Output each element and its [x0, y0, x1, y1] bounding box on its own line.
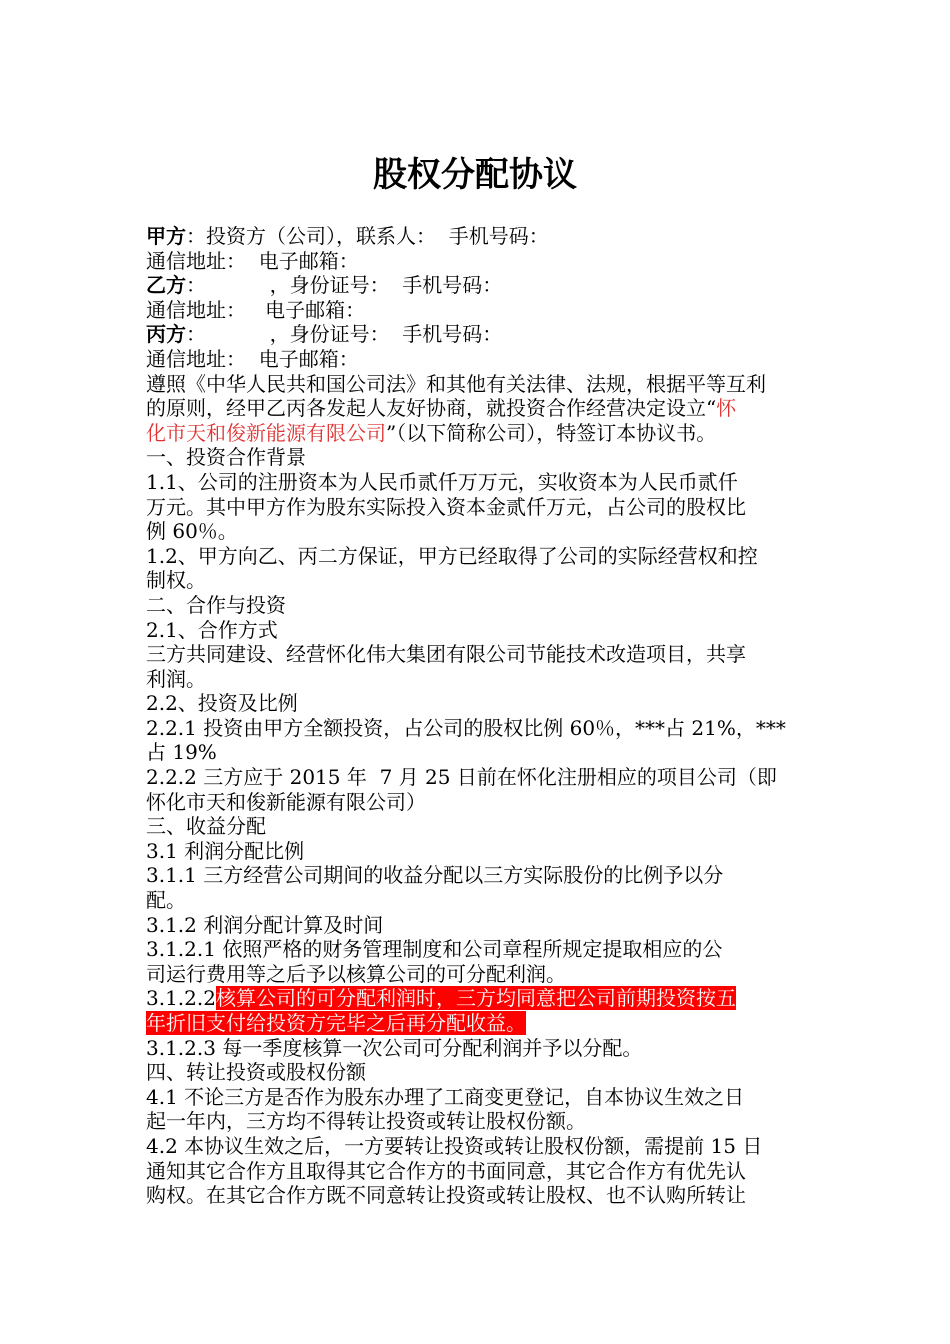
clause-line: 司运行费用等之后予以核算公司的可分配利润。 — [146, 961, 566, 986]
party-b-contact: 通信地址： 电子邮箱： — [146, 297, 366, 322]
party-c-info: ： ，身份证号： 手机号码： — [186, 322, 503, 347]
intro-text-end: ”（以下简称公司），特签订本协议书。 — [386, 420, 717, 445]
clause-line: 起一年内，三方均不得转让投资或转让股权份额。 — [146, 1109, 586, 1134]
section-heading: 三、收益分配 — [146, 814, 266, 839]
clause-line: 利润。 — [146, 666, 206, 691]
subsection-heading: 2.1、合作方式 — [146, 617, 278, 642]
clause-line: 例 60％。 — [146, 519, 238, 544]
agreement-body — [146, 224, 810, 1208]
party-b-label: 乙方 — [146, 273, 186, 298]
clause-line: 三方共同建设、经营怀化伟大集团有限公司节能技术改造项目，共享 — [146, 642, 746, 667]
clause-line: 配。 — [146, 888, 186, 913]
party-c-contact: 通信地址： 电子邮箱： — [146, 346, 359, 371]
clause-line: 2.2.2 三方应于 2015 年 7 月 25 日前在怀化注册相应的项目公司（即 — [146, 765, 777, 790]
company-name: 化市天和俊新能源有限公司 — [146, 420, 386, 445]
company-name-part: 怀 — [716, 396, 737, 421]
intro-line-1: 遵照《中华人民共和国公司法》和其他有关法律、法规，根据平等互利 — [146, 371, 766, 396]
highlighted-text: 年折旧支付给投资方完毕之后再分配收益。 — [146, 1011, 526, 1035]
party-a-info: ：投资方（公司），联系人： 手机号码： — [186, 224, 549, 248]
section-heading: 二、合作与投资 — [146, 592, 286, 617]
subsection-heading: 2.2、投资及比例 — [146, 691, 298, 716]
party-b-info: ： ，身份证号： 手机号码： — [186, 273, 503, 298]
highlighted-text: 核算公司的可分配利润时，三方均同意把公司前期投资按五 — [215, 986, 736, 1011]
party-a-label: 甲方 — [146, 224, 186, 248]
clause-line: 2.2.1 投资由甲方全额投资，占公司的股权比例 60％，***占 21%，*** — [146, 715, 786, 740]
clause-line: 4.2 本协议生效之后，一方要转让投资或转让股权份额，需提前 15 日 — [146, 1133, 763, 1158]
clause-line: 3.1.2.1 依照严格的财务管理制度和公司章程所规定提取相应的公 — [146, 937, 723, 962]
party-a-contact: 通信地址： 电子邮箱： — [146, 248, 359, 273]
party-c-line — [146, 322, 810, 347]
party-a-line — [146, 224, 810, 249]
clause-number: 3.1.2.2 — [146, 986, 216, 1011]
clause-line: 1.2、甲方向乙、丙二方保证，甲方已经取得了公司的实际经营权和控 — [146, 543, 758, 568]
clause-line: 3.1.1 三方经营公司期间的收益分配以三方实际股份的比例予以分 — [146, 863, 724, 888]
clause-line: 怀化市天和俊新能源有限公司） — [146, 789, 426, 814]
section-heading: 四、转让投资或股权份额 — [146, 1060, 366, 1085]
intro-text: 的原则，经甲乙丙各发起人友好协商，就投资合作经营决定设立“ — [146, 396, 717, 421]
clause-line: 4.1 不论三方是否作为股东办理了工商变更登记，自本协议生效之日 — [146, 1084, 745, 1109]
highlighted-clause-line — [146, 986, 810, 1011]
subsection-heading: 3.1 利润分配比例 — [146, 838, 305, 863]
party-b-line — [146, 273, 810, 298]
clause-line: 万元。其中甲方作为股东实际投入资本金贰仟万元，占公司的股权比 — [146, 494, 746, 519]
clause-line: 占 19% — [146, 740, 217, 765]
clause-line: 通知其它合作方且取得其它合作方的书面同意，其它合作方有优先认 — [146, 1158, 746, 1183]
party-c-label: 丙方 — [146, 322, 186, 347]
clause-line: 购权。在其它合作方既不同意转让投资或转让股权、也不认购所转让 — [146, 1183, 746, 1208]
clause-line: 1.1、公司的注册资本为人民币贰仟万万元，实收资本为人民币贰仟 — [146, 469, 738, 494]
clause-line: 制权。 — [146, 568, 206, 593]
subsection-heading: 3.1.2 利润分配计算及时间 — [146, 912, 384, 937]
intro-line-3 — [146, 421, 810, 446]
intro-line-2 — [146, 396, 810, 421]
section-heading: 一、投资合作背景 — [146, 445, 306, 470]
clause-line: 3.1.2.3 每一季度核算一次公司可分配利润并予以分配。 — [146, 1035, 643, 1060]
highlighted-clause-line — [146, 1011, 810, 1036]
page-title: 股权分配协议 — [373, 155, 577, 195]
